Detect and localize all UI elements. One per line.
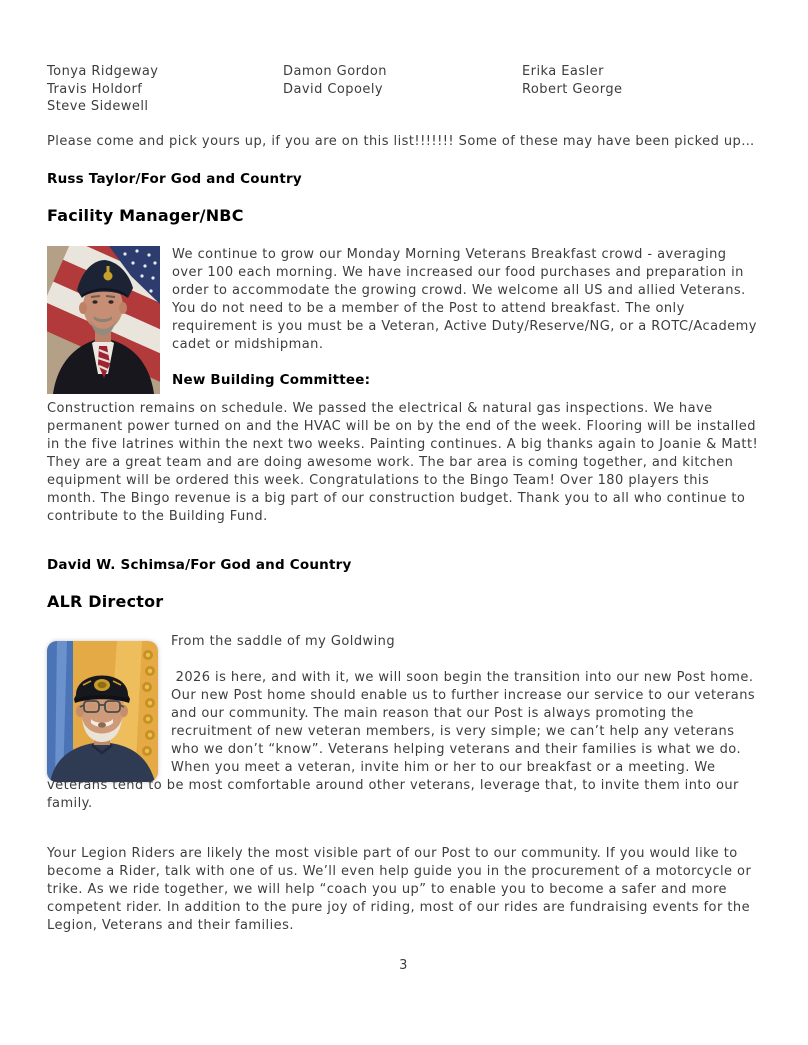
alr-section [47,633,760,813]
name-line: Tonya Ridgeway [47,64,159,79]
name-line: Erika Easler [522,64,604,79]
name-line: Travis Holdorf [47,81,143,97]
breakfast-paragraph: We continue to grow our Monday Morning Veterans Breakfast crowd - averaging over 100 each morning. We have increased our food purchases and preparation in order to accommodate the growing crowd. We welcome all US and allied Veterans. You do not need to be a member of the Post to attend breakfast. The only requirement is you must be a Veteran, Active Duty/Reserve/NG, or a ROTC/Academy cadet or midshipman. [172,246,757,352]
pickup-notice: Please come and pick yours up, if you are on this list!!!!!!! Some of these may have been picked up… [47,133,755,149]
names-column-3 [522,63,760,116]
veteran-flag-portrait-image [47,246,160,394]
names-column-1 [47,63,283,116]
page-number: 3 [399,957,408,973]
alr-director-portrait-photo [47,641,158,782]
goldwing-opening-line: From the saddle of my Goldwing [171,633,396,649]
alr-heading: ALR Director [47,591,164,611]
alr-signature: David W. Schimsa/For God and Country [47,556,352,573]
transition-paragraph: 2026 is here, and with it, we will soon begin the transition into our new Post home. Our new Post home should enable us to further increase our service to our veterans and our community. The main reason that our Post is always promoting the recruitment of new veteran members, is very simple; we can’t help any veterans who we don’t “know”. Veterans helping veterans and their families is what we do. When you meet a veteran, invite him or her to our breakfast or a meeting. We veterans tend to be most comfortable around other veterans, leverage that, to invite them into our family. [47,669,760,811]
committee-heading: New Building Committee: [172,371,371,388]
name-line: Robert George [522,81,623,97]
facility-section [47,246,760,389]
construction-paragraph: Construction remains on schedule. We passed the electrical & natural gas inspections. We have permanent power turned on and the HVAC will be on by the end of the week. Flooring will be installed in the five latrines within the next two weeks. Painting continues. A big thanks again to Joanie & Matt! They are a great team and are doing awesome work. The bar area is coming together, and kitchen equipment will be ordered this week. Congratulations to the Bingo Team! Over 180 players this month. The Bingo revenue is a big part of our construction budget. Thank you to all who continue to contribute to the Building Fund. [47,400,759,524]
facility-signature: Russ Taylor/For God and Country [47,170,302,187]
name-line: Steve Sidewell [47,99,149,114]
name-line: David Copoely [283,81,384,97]
pickup-names-list [47,63,760,116]
riders-paragraph: Your Legion Riders are likely the most visible part of our Post to our community. If you would like to become a Rider, talk with one of us. We’ll even help guide you in the procurement of a motorcycle or trike. As we ride together, we will help “coach you up” to enable you to become a safer and more competent rider. In addition to the pure joy of riding, most of our rides are fundraising events for the Legion, Veterans and their families. [47,845,752,933]
facility-heading: Facility Manager/NBC [47,205,244,225]
facility-manager-portrait-photo [47,246,160,394]
names-column-2 [283,63,522,116]
rider-flag-portrait-image [47,641,158,782]
name-line: Damon Gordon [283,64,387,79]
